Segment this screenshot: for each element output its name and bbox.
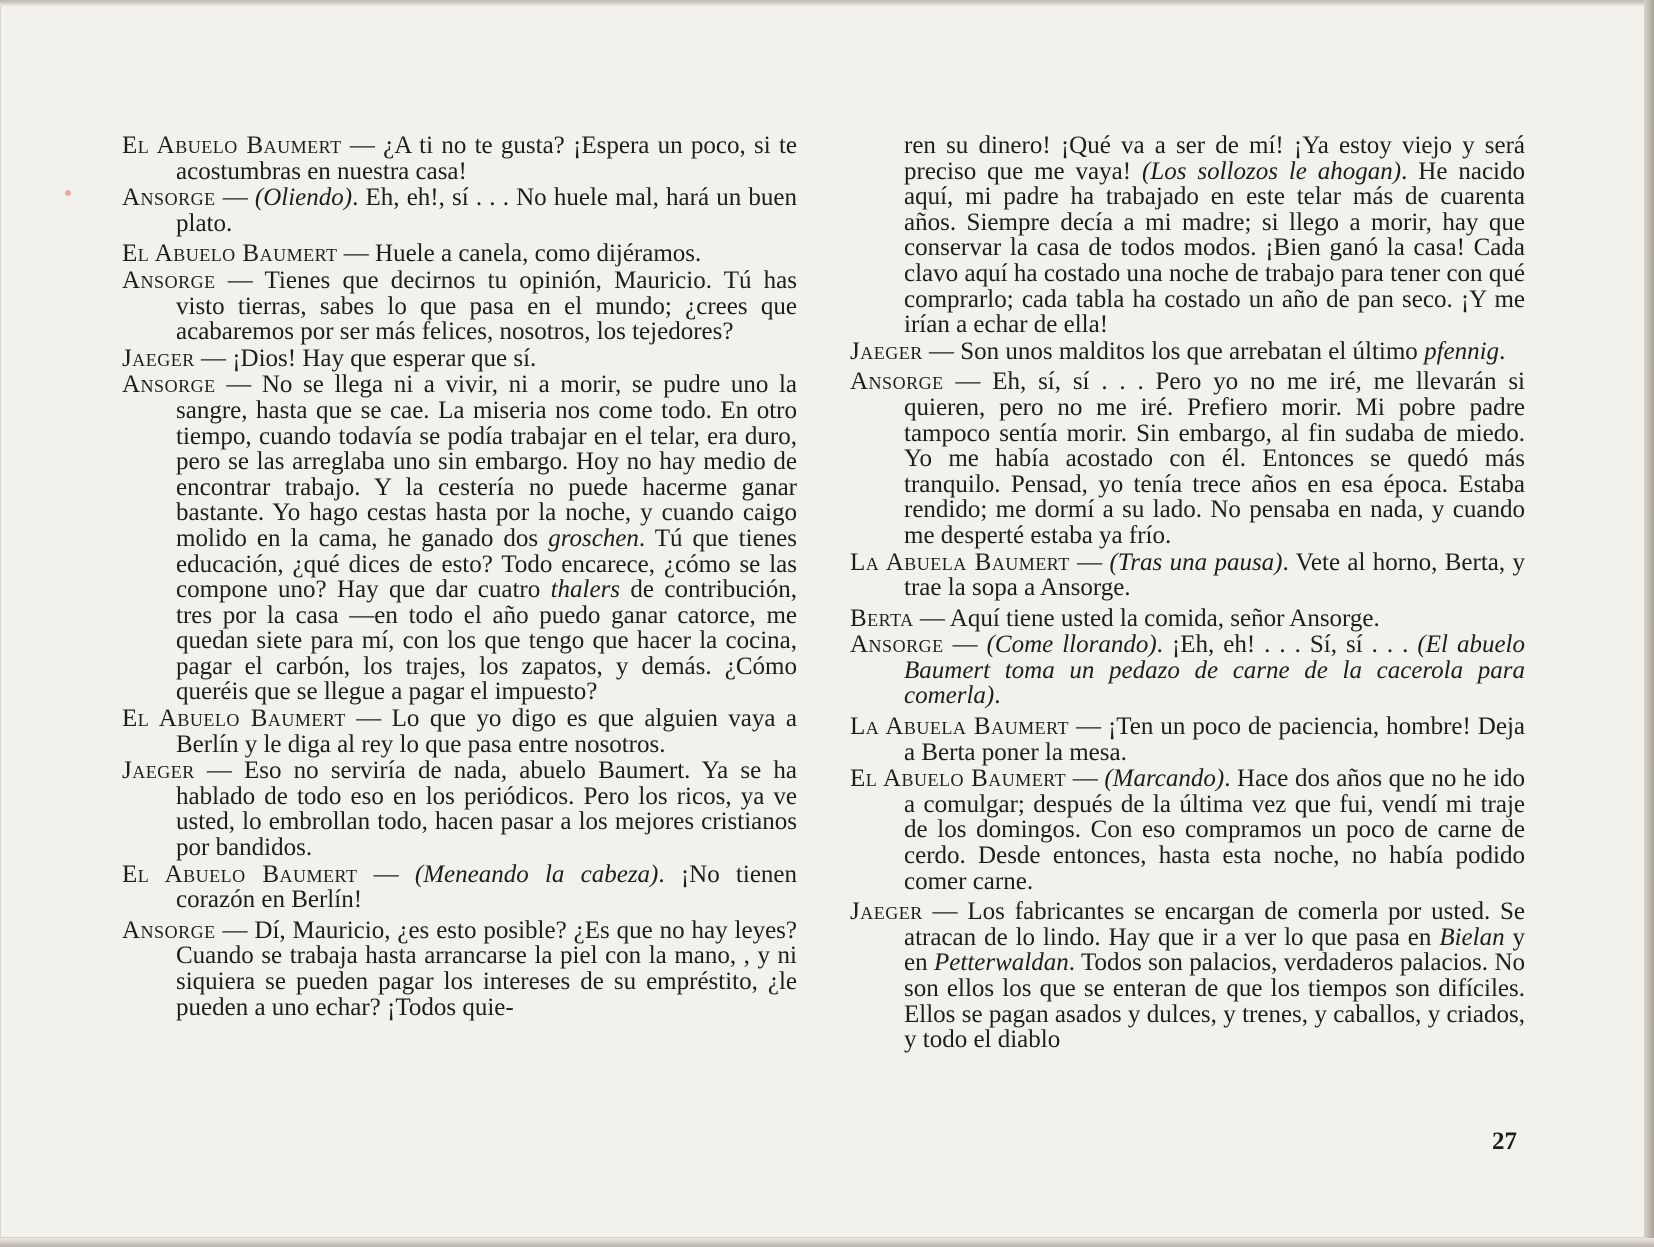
right-column — [850, 133, 1525, 1054]
speaker-name: El Abuelo Baumert — [122, 860, 358, 888]
dialogue-text: — — [357, 860, 415, 888]
dialogue-paragraph — [850, 369, 1525, 548]
dialogue-text: y en — [904, 923, 1526, 977]
dialogue-text: . ¡Eh, eh! . . . Sí, sí . . . — [1156, 631, 1418, 659]
dialogue-paragraph — [122, 133, 797, 184]
dialogue-text: — ¿A ti no te gusta? ¡Espera un poco, si te acostumbras en nuestra casa! — [176, 132, 798, 185]
dialogue-text: . He nacido aquí, mi padre ha trabajado en este telar más de cuarenta años. Siempre decía a mi madre; si llego a morir, hay que conservar la casa de todos modos. ¡Bien ganó la casa! Cada clavo aquí ha costado una noche de trabajo para tener con qué comprarlo; cada tabla ha costado un año de pan seco. ¡Y me irían a echar de ella! — [904, 157, 1525, 339]
stage-direction: (Los sollozos le ahogan) — [1142, 157, 1402, 185]
speaker-name: Ansorge — [122, 184, 216, 212]
dialogue-paragraph — [850, 899, 1525, 1053]
left-column — [122, 133, 797, 1021]
dialogue-text: — Lo que yo digo es que alguien vaya a Berlín y le diga al rey lo que pasa entre nosotros. — [176, 705, 798, 758]
dialogue-text: — Huele a canela, como dijéramos. — [337, 240, 702, 268]
dialogue-text: — ¡Dios! Hay que esperar que sí. — [194, 344, 537, 372]
dialogue-text: — Los fabricantes se encargan de comerla por usted. Se atracan de lo lindo. Hay que ir a ver lo que pasa en — [904, 898, 1525, 951]
page-top-edge — [0, 0, 1654, 6]
speaker-name: Jaeger — [850, 337, 923, 365]
speaker-name: El Abuelo Baumert — [850, 765, 1067, 793]
dialogue-text: . Vete al horno, Berta, y trae la sopa a Ansorge. — [904, 548, 1525, 602]
dialogue-paragraph — [122, 918, 797, 1020]
dialogue-text: — — [215, 184, 255, 212]
page-bottom-edge — [0, 1238, 1654, 1247]
stage-direction: (El abuelo Baumert toma un pedazo de carne de la cacerola para comerla) — [904, 631, 1526, 710]
stage-direction: (Oliendo) — [254, 184, 353, 212]
dialogue-text: — — [943, 631, 987, 659]
dialogue-paragraph — [122, 185, 797, 236]
page-right-edge — [1644, 0, 1654, 1247]
dialogue-paragraph — [850, 339, 1525, 365]
dialogue-text: . — [1499, 337, 1506, 365]
page-number: 27 — [1492, 1128, 1517, 1155]
speaker-name: Ansorge — [122, 371, 216, 399]
dialogue-text: de contribución, tres por la casa —en todo el año puedo ganar catorce, me quedan siete para mí, con los que tengo que hacer la cocina, pagar el carbón, los trajes, los zapatos, y demás. ¿Cómo queréis que se llegue a pagar el impuesto? — [176, 576, 797, 706]
dialogue-text: — Tienes que decirnos tu opinión, Mauricio. Tú has visto tierras, sabes lo que pasa en el mundo; ¿crees que acabaremos por ser más felices, nosotros, los tejedores? — [176, 266, 797, 346]
speaker-name: El Abuelo Baumert — [122, 705, 346, 733]
stage-direction: thalers — [550, 576, 621, 604]
dialogue-paragraph — [122, 862, 797, 913]
speaker-name: Jaeger — [122, 757, 195, 785]
dialogue-text: . — [994, 682, 1001, 710]
dialogue-text: — Eh, sí, sí . . . Pero yo no me iré, me llevarán si quieren, pero no me iré. Prefiero morir. Mi pobre padre tampoco sentía morir. Sin embargo, al fin sudaba de miedo. Yo me había acostado con él. Entonces se quedó más tranquilo. Pensad, yo tenía trece años en esa época. Estaba rendido; me dormí a su lado. No pensaba en nada, y cuando me desperté estaba ya frío. — [904, 368, 1525, 549]
speaker-name: La Abuela Baumert — [850, 713, 1069, 741]
dialogue-text: — Dí, Mauricio, ¿es esto posible? ¿Es que no hay leyes? Cuando se trabaja hasta arrancarse la piel con la mano, , y ni siquiera se pueden pagar los intereses de su empréstito, ¿le pueden a uno echar? ¡Todos quie- — [176, 916, 797, 1021]
dialogue-text: — Son unos malditos los que arrebatan el último — [922, 337, 1425, 365]
speaker-name: Ansorge — [850, 368, 944, 396]
stage-direction: (Marcando) — [1104, 765, 1225, 793]
dialogue-paragraph — [850, 632, 1525, 709]
dialogue-paragraph — [850, 133, 1525, 338]
ink-speck — [65, 190, 71, 196]
dialogue-paragraph — [850, 714, 1525, 765]
speaker-name: Ansorge — [122, 916, 216, 944]
dialogue-text: . ¡No tienen corazón en Berlín! — [176, 860, 798, 914]
stage-direction: (Tras una pausa) — [1109, 548, 1283, 576]
speaker-name: Berta — [850, 604, 914, 632]
dialogue-text: . Todos son palacios, verdaderos palacios. No son ellos los que se enteran de que los tiempos son difíciles. Ellos se pagan asados y dulces, y trenes, y caballos, y criados, y todo el diablo — [904, 949, 1525, 1054]
stage-direction: Bielan — [1439, 923, 1505, 951]
speaker-name: Ansorge — [122, 266, 216, 294]
dialogue-text: ren su dinero! ¡Qué va a ser de mí! ¡Ya estoy viejo y será preciso que me vaya! — [904, 132, 1525, 185]
speaker-name: Jaeger — [850, 898, 923, 926]
dialogue-paragraph — [122, 346, 797, 372]
dialogue-text: — No se llega ni a vivir, ni a morir, se pudre uno la sangre, hasta que se cae. La miseria nos come todo. En otro tiempo, cuando todavía se podía trabajar en el telar, era duro, pero se las arreglaba uno sin embargo. Hoy no hay medio de encontrar trabajo. Y la cestería no puede hacerme ganar bastante. Yo hago cestas hasta por la noche, y cuando caigo molido en la cama, he ganado dos — [176, 371, 797, 552]
dialogue-text: . Tú que tienes educación, ¿qué dices de esto? Todo encarece, ¿cómo se las compone uno? Hay que dar cuatro — [176, 524, 797, 604]
dialogue-text: — Eso no serviría de nada, abuelo Baumert. Ya se ha hablado de todo eso en los periódicos. Pero los ricos, ya ve usted, lo embrollan todo, hacen pasar a los mejores cristianos por bandidos. — [176, 757, 797, 862]
dialogue-text: . Hace dos años que no he ido a comulgar; después de la última vez que fui, vendí mi traje de los domingos. Con eso compramos un poco de carne de cerdo. Desde entonces, hasta esta noche, no había podido comer carne. — [904, 765, 1526, 895]
dialogue-text: — — [1066, 765, 1105, 793]
dialogue-paragraph — [850, 606, 1525, 632]
dialogue-paragraph — [122, 758, 797, 860]
dialogue-paragraph — [122, 706, 797, 757]
dialogue-paragraph — [122, 241, 797, 267]
dialogue-paragraph — [122, 372, 797, 705]
speaker-name: La Abuela Baumert — [850, 548, 1070, 576]
dialogue-text: . Eh, eh!, sí . . . No huele mal, hará un buen plato. — [176, 184, 797, 237]
dialogue-text: — — [1069, 548, 1110, 576]
stage-direction: pfennig — [1424, 337, 1500, 365]
speaker-name: El Abuelo Baumert — [122, 132, 342, 159]
dialogue-paragraph — [850, 550, 1525, 601]
speaker-name: El Abuelo Baumert — [122, 240, 338, 268]
stage-direction: Petterwaldan — [934, 949, 1069, 977]
speaker-name: Ansorge — [850, 631, 944, 659]
speaker-name: Jaeger — [122, 344, 195, 372]
dialogue-text: — ¡Ten un poco de paciencia, hombre! Deja a Berta poner la mesa. — [904, 713, 1525, 766]
stage-direction: groschen — [548, 524, 639, 552]
dialogue-text: — Aquí tiene usted la comida, señor Ansorge. — [913, 604, 1380, 632]
dialogue-paragraph — [850, 766, 1525, 894]
dialogue-paragraph — [122, 268, 797, 345]
stage-direction: (Meneando la cabeza) — [414, 860, 659, 888]
stage-direction: (Come llorando) — [986, 631, 1157, 659]
